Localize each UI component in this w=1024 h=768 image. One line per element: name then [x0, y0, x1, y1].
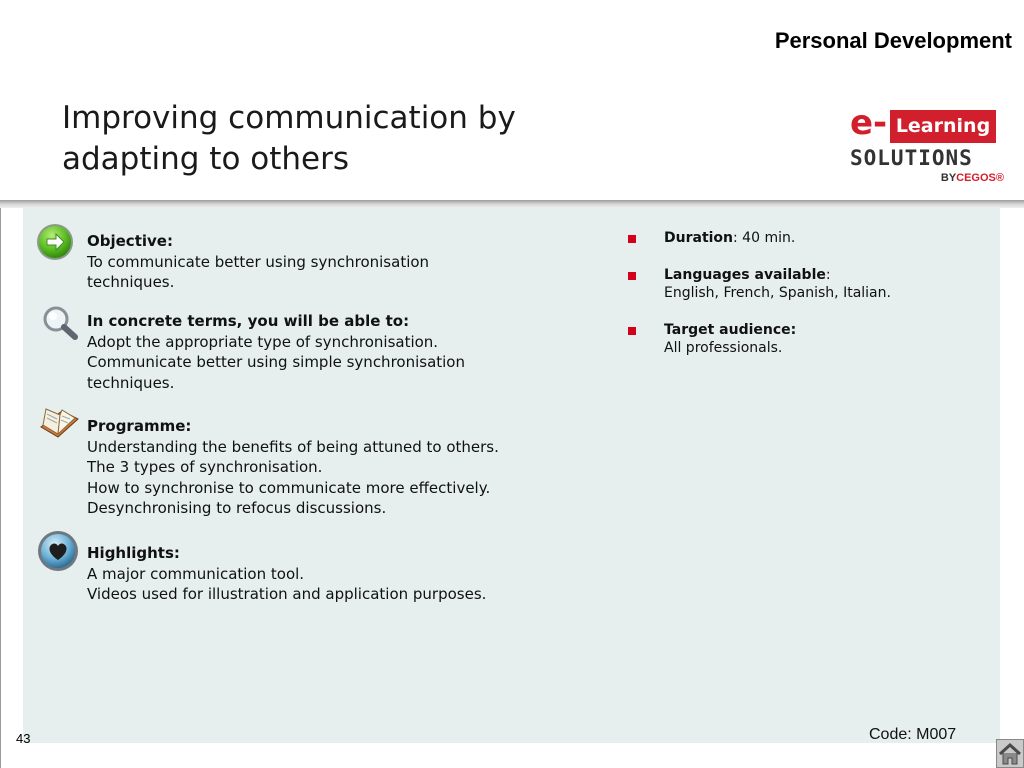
- duration-value: : 40 min.: [733, 230, 796, 246]
- audience-label: Target audience:: [664, 322, 797, 338]
- heart-icon: [37, 530, 79, 576]
- concrete-line: Adopt the appropriate type of synchronisation.: [87, 332, 439, 351]
- objective-line: techniques.: [87, 273, 175, 291]
- programme-line: The 3 types of synchronisation.: [87, 458, 323, 476]
- objective-block: [87, 231, 429, 293]
- programme-block: [87, 416, 499, 519]
- duration-label: Duration: [664, 230, 734, 246]
- languages-label: Languages available: [664, 267, 826, 283]
- objective-label: Objective:: [87, 232, 173, 250]
- elearning-solutions-logo: [850, 103, 1010, 186]
- page-number: 43: [16, 731, 31, 746]
- bullet: [628, 272, 636, 280]
- logo-bycegos: [941, 172, 1004, 184]
- home-button[interactable]: [996, 739, 1024, 768]
- duration-item: [624, 229, 984, 247]
- audience-value: All professionals.: [664, 340, 783, 356]
- page-title-line-2: adapting to others: [62, 141, 350, 177]
- programme-line: How to synchronise to communicate more effectively.: [87, 478, 491, 497]
- languages-colon: :: [825, 267, 831, 283]
- highlights-block: [87, 543, 486, 605]
- page-title: [62, 98, 622, 180]
- logo-by: BY: [940, 172, 957, 184]
- bullet: [628, 235, 636, 243]
- audience-item: [624, 321, 984, 357]
- concrete-line: techniques.: [87, 373, 175, 392]
- objective-line: To communicate better using synchronisation: [87, 252, 430, 271]
- programme-line: Desynchronising to refocus discussions.: [87, 499, 387, 517]
- concrete-line: Communicate better using simple synchronisation: [87, 353, 465, 371]
- programme-label: Programme:: [87, 417, 192, 435]
- concrete-block: [87, 311, 465, 393]
- logo-e: e-: [850, 103, 888, 143]
- section-label: Personal Development: [774, 28, 1012, 53]
- highlights-label: Highlights:: [87, 544, 180, 562]
- home-icon: [997, 740, 1023, 767]
- languages-item: [624, 266, 984, 302]
- magnifier-icon: [40, 304, 80, 346]
- bullet: [628, 327, 636, 335]
- header-separator: [0, 200, 1024, 208]
- highlights-line: A major communication tool.: [87, 564, 305, 583]
- concrete-label: In concrete terms, you will be able to:: [87, 312, 410, 330]
- programme-line: Understanding the benefits of being attuned to others.: [87, 437, 499, 456]
- arrow-right-icon: [36, 223, 74, 265]
- logo-solutions: SOLUTIONS: [850, 146, 973, 170]
- languages-value: English, French, Spanish, Italian.: [664, 285, 891, 301]
- highlights-line: Videos used for illustration and application purposes.: [87, 585, 487, 603]
- logo-learning: Learning: [890, 110, 996, 143]
- open-book-icon: [38, 405, 82, 449]
- page-title-line-1: Improving communication by: [62, 100, 516, 136]
- course-code: Code: M007: [869, 726, 957, 743]
- course-details: [624, 229, 984, 376]
- header: [0, 0, 1024, 203]
- logo-cegos: CEGOS®: [956, 172, 1004, 184]
